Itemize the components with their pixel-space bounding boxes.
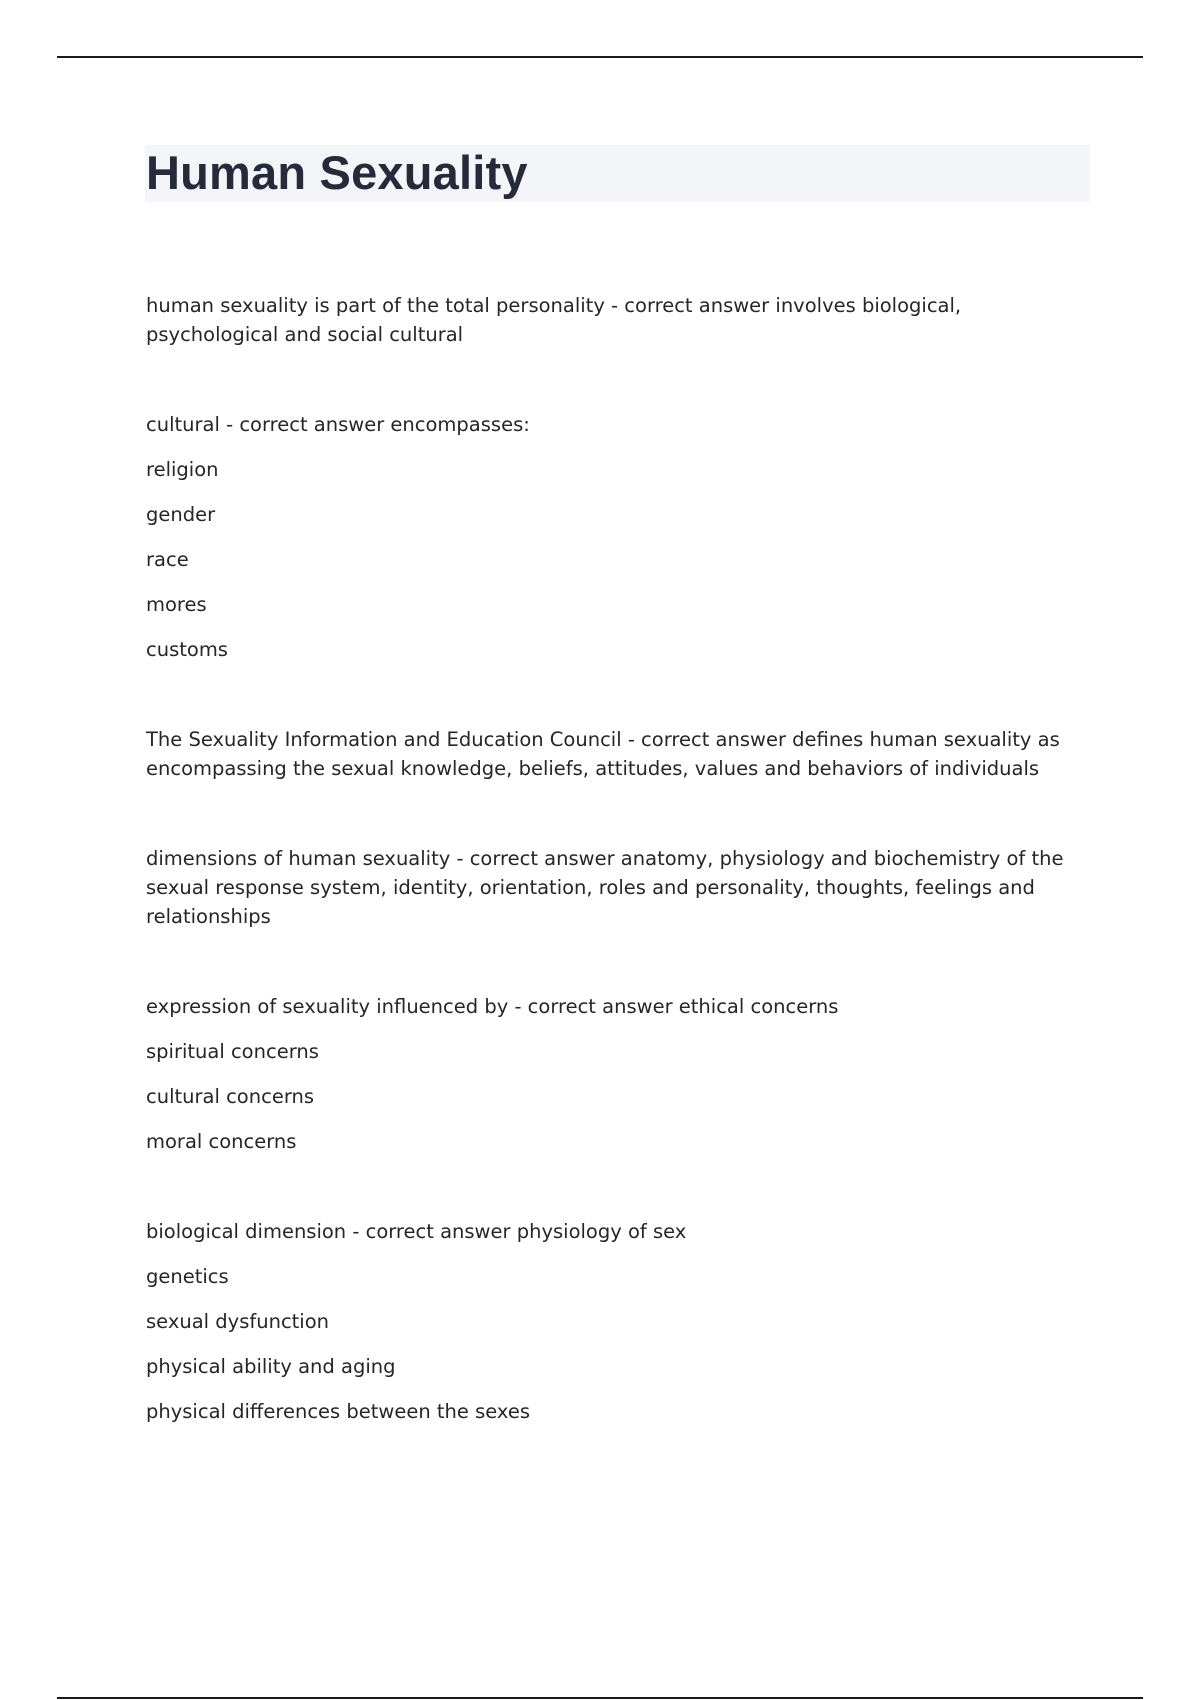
entry-text: biological dimension - correct answer physiology of sex — [146, 1220, 687, 1243]
entry-text: dimensions of human sexuality - correct answer anatomy, physiology and biochemistry of the sexual response system, identity, orientation, roles and personality, thoughts, feelings and relationships — [146, 847, 1064, 928]
entry-sub-item: sexual dysfunction — [146, 1310, 330, 1333]
entry-biological — [146, 1217, 1076, 1426]
page-title: Human Sexuality — [146, 146, 528, 199]
entry-sub-item: gender — [146, 503, 216, 526]
entry-sub-item: race — [146, 548, 189, 571]
entry-sub-item: spiritual concerns — [146, 1040, 319, 1063]
entry-text: cultural - correct answer encompasses: — [146, 413, 530, 436]
entry-sub-item: genetics — [146, 1265, 229, 1288]
entry-sub-item: moral concerns — [146, 1130, 297, 1153]
entry-dimensions — [146, 844, 1076, 931]
document-body — [146, 291, 1076, 1487]
footer-rule — [57, 1697, 1143, 1699]
entry-human-sexuality — [146, 291, 1076, 349]
entry-sub-item: cultural concerns — [146, 1085, 315, 1108]
entry-sub-item: customs — [146, 638, 228, 661]
header-rule — [57, 56, 1143, 58]
entry-text: The Sexuality Information and Education Council - correct answer defines human sexuality as encompassing the sexual knowledge, beliefs, attitudes, values and behaviors of individuals — [146, 728, 1060, 780]
entry-sub-item: religion — [146, 458, 219, 481]
entry-sub-item: physical differences between the sexes — [146, 1400, 531, 1423]
entry-text: expression of sexuality influenced by - correct answer ethical concerns — [146, 995, 839, 1018]
entry-sub-item: mores — [146, 593, 207, 616]
entry-siecus — [146, 725, 1076, 783]
entry-expression — [146, 992, 1076, 1156]
entry-cultural — [146, 410, 1076, 664]
entry-text: human sexuality is part of the total personality - correct answer involves biological, psychological and social cultural — [146, 294, 962, 346]
entry-sub-item: physical ability and aging — [146, 1355, 396, 1378]
